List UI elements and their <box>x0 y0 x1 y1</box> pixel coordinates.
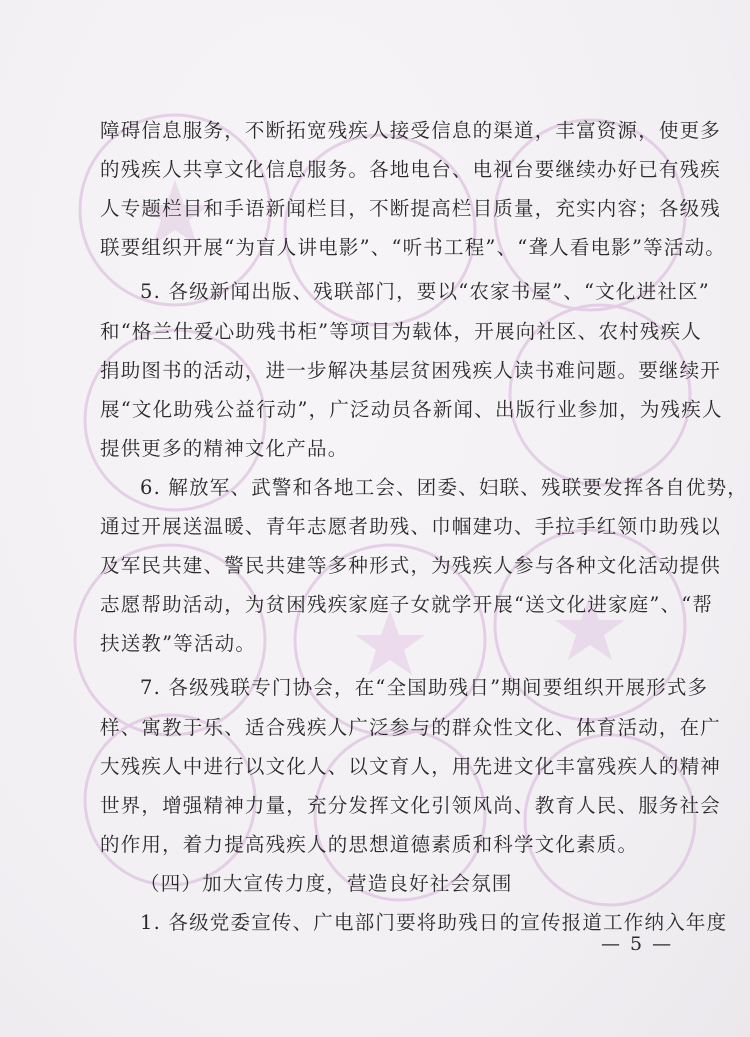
body-line-10: 6. 解放军、武警和各地工会、团委、妇联、残联要发挥各自优势， <box>140 476 749 499</box>
body-line-15: 7. 各级残联专门协会，在“全国助残日”期间要组织开展形式多 <box>140 676 709 699</box>
body-line-21: 1. 各级党委宣传、广电部门要将助残日的宣传报道工作纳入年度 <box>140 911 728 934</box>
body-line-2: 的残疾人共享文化信息服务。各地电台、电视台要继续办好已有残疾 <box>100 158 722 181</box>
body-line-8: 展“文化助残公益行动”，广泛动员各新闻、出版行业参加，为残疾人 <box>100 398 723 421</box>
page-number: — 5 — <box>601 933 674 955</box>
body-line-3: 人专题栏目和手语新闻栏目，不断提高栏目质量，充实内容；各级残 <box>100 197 722 220</box>
body-line-5: 5. 各级新闻出版、残联部门，要以“农家书屋”、“文化进社区” <box>140 280 710 303</box>
body-line-12: 及军民共建、警民共建等多种形式，为残疾人参与各种文化活动提供 <box>100 554 722 577</box>
body-line-6: 和“格兰仕爱心助残书柜”等项目为载体，开展向社区、农村残疾人 <box>100 320 702 343</box>
body-line-7: 捐助图书的活动，进一步解决基层贫困残疾人读书难问题。要继续开 <box>100 359 722 382</box>
body-line-1: 障碍信息服务，不断拓宽残疾人接受信息的渠道，丰富资源，使更多 <box>100 119 722 142</box>
body-line-16: 样、寓教于乐、适合残疾人广泛参与的群众性文化、体育活动，在广 <box>100 716 722 739</box>
body-line-11: 通过开展送温暖、青年志愿者助残、巾帼建功、手拉手红领巾助残以 <box>100 515 722 538</box>
body-line-4: 联要组织开展“为盲人讲电影”、“听书工程”、“聋人看电影”等活动。 <box>100 236 726 259</box>
body-line-17: 大残疾人中进行以文化人、以文育人，用先进文化丰富残疾人的精神 <box>100 755 722 778</box>
body-line-14: 扶送教”等活动。 <box>100 632 257 655</box>
section-heading: （四）加大宣传力度，营造良好社会氛围 <box>140 872 513 895</box>
body-line-13: 志愿帮助活动，为贫困残疾家庭子女就学开展“送文化进家庭”、“帮 <box>100 593 714 616</box>
body-line-9: 提供更多的精神文化产品。 <box>100 437 349 460</box>
body-line-19: 的作用，着力提高残疾人的思想道德素质和科学文化素质。 <box>100 833 639 856</box>
body-line-18: 世界，增强精神力量，充分发挥文化引领风尚、教育人民、服务社会 <box>100 794 722 817</box>
